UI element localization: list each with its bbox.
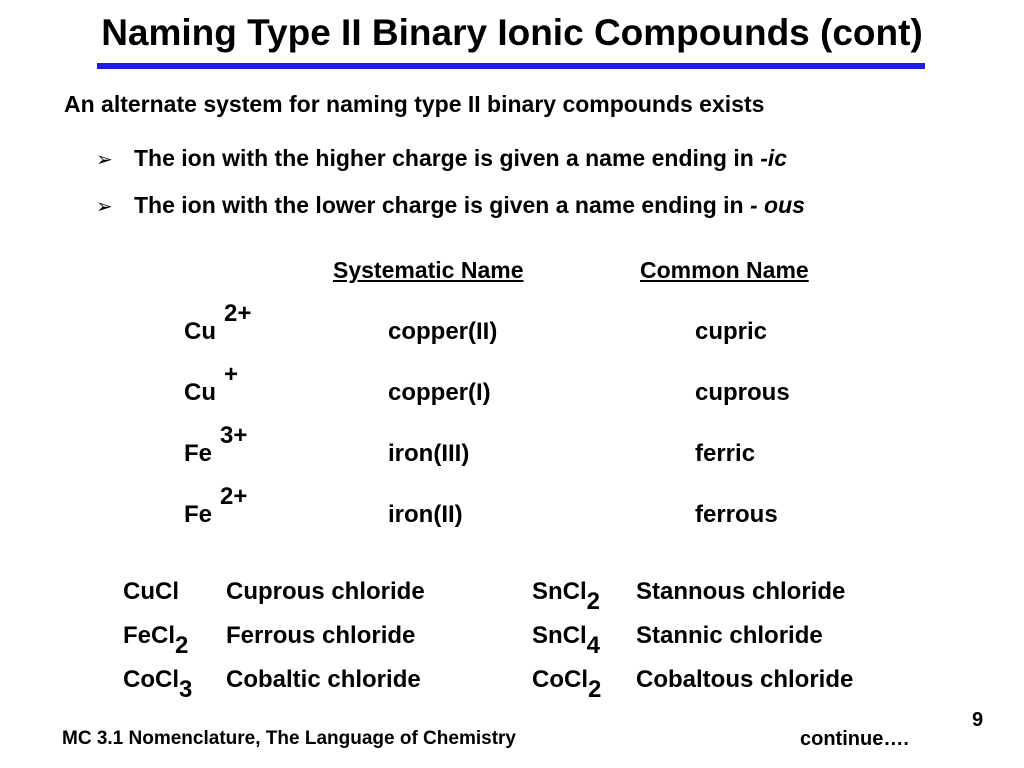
ion-charge: 2+ (220, 483, 248, 510)
compound-formula: SnCl$_4$ (532, 622, 601, 659)
page-number: 9 (972, 709, 984, 731)
bullet-text: The ion with the lower charge is given a name ending in (134, 192, 750, 218)
bullet-suffix: -ic (760, 145, 788, 171)
slide-title: Naming Type II Binary Ionic Compounds (cont) (101, 12, 923, 53)
ion-charge: 2+ (224, 300, 252, 327)
arrow-bullet-icon: ➢ (96, 149, 113, 171)
header-common-name: Common Name (640, 257, 809, 283)
ion-symbol: $Fe^{2+}$ (184, 483, 248, 528)
bullet-suffix: - ous (750, 192, 805, 218)
compound-formula: FeCl$_2$ (123, 622, 189, 659)
ion-symbol: $Cu^{2+}$ (184, 300, 252, 345)
common-name: ferrous (695, 501, 778, 528)
compound-name: Cobaltous chloride (636, 666, 854, 693)
continue-link[interactable]: continue…. (800, 728, 909, 750)
bullet-text: The ion with the higher charge is given a name ending in (134, 145, 761, 171)
intro-text: An alternate system for naming type II binary compounds exists (64, 91, 765, 117)
compound-name: Cuprous chloride (226, 578, 425, 605)
arrow-bullet-icon: ➢ (96, 196, 113, 218)
common-name: cuprous (695, 379, 790, 406)
footer-course-title: MC 3.1 Nomenclature, The Language of Chemistry (62, 728, 516, 749)
systematic-name: copper(II) (388, 318, 498, 345)
systematic-name: copper(I) (388, 379, 491, 406)
compound-name: Stannic chloride (636, 622, 823, 649)
ion-symbol: $Fe^{3+}$ (184, 422, 248, 467)
common-name: ferric (695, 440, 756, 467)
title-underline (97, 63, 925, 69)
compound-name: Cobaltic chloride (226, 666, 421, 693)
bullet-item-lower (96, 192, 805, 219)
ion-charge: + (224, 361, 239, 388)
common-name: cupric (695, 318, 768, 345)
compound-formula: CoCl$_3$ (123, 666, 193, 703)
compound-formula: CoCl$_2$ (532, 666, 602, 703)
header-systematic-name: Systematic Name (333, 257, 524, 283)
compound-formula: SnCl$_2$ (532, 578, 601, 615)
systematic-name: iron(II) (388, 501, 463, 528)
ion-charge: 3+ (220, 422, 248, 449)
compound-name: Stannous chloride (636, 578, 846, 605)
compound-formula: CuCl (123, 578, 179, 605)
systematic-name: iron(III) (388, 440, 470, 467)
ion-symbol: Cu+ (184, 361, 239, 406)
compound-name: Ferrous chloride (226, 622, 416, 649)
bullet-item-higher (96, 145, 787, 172)
